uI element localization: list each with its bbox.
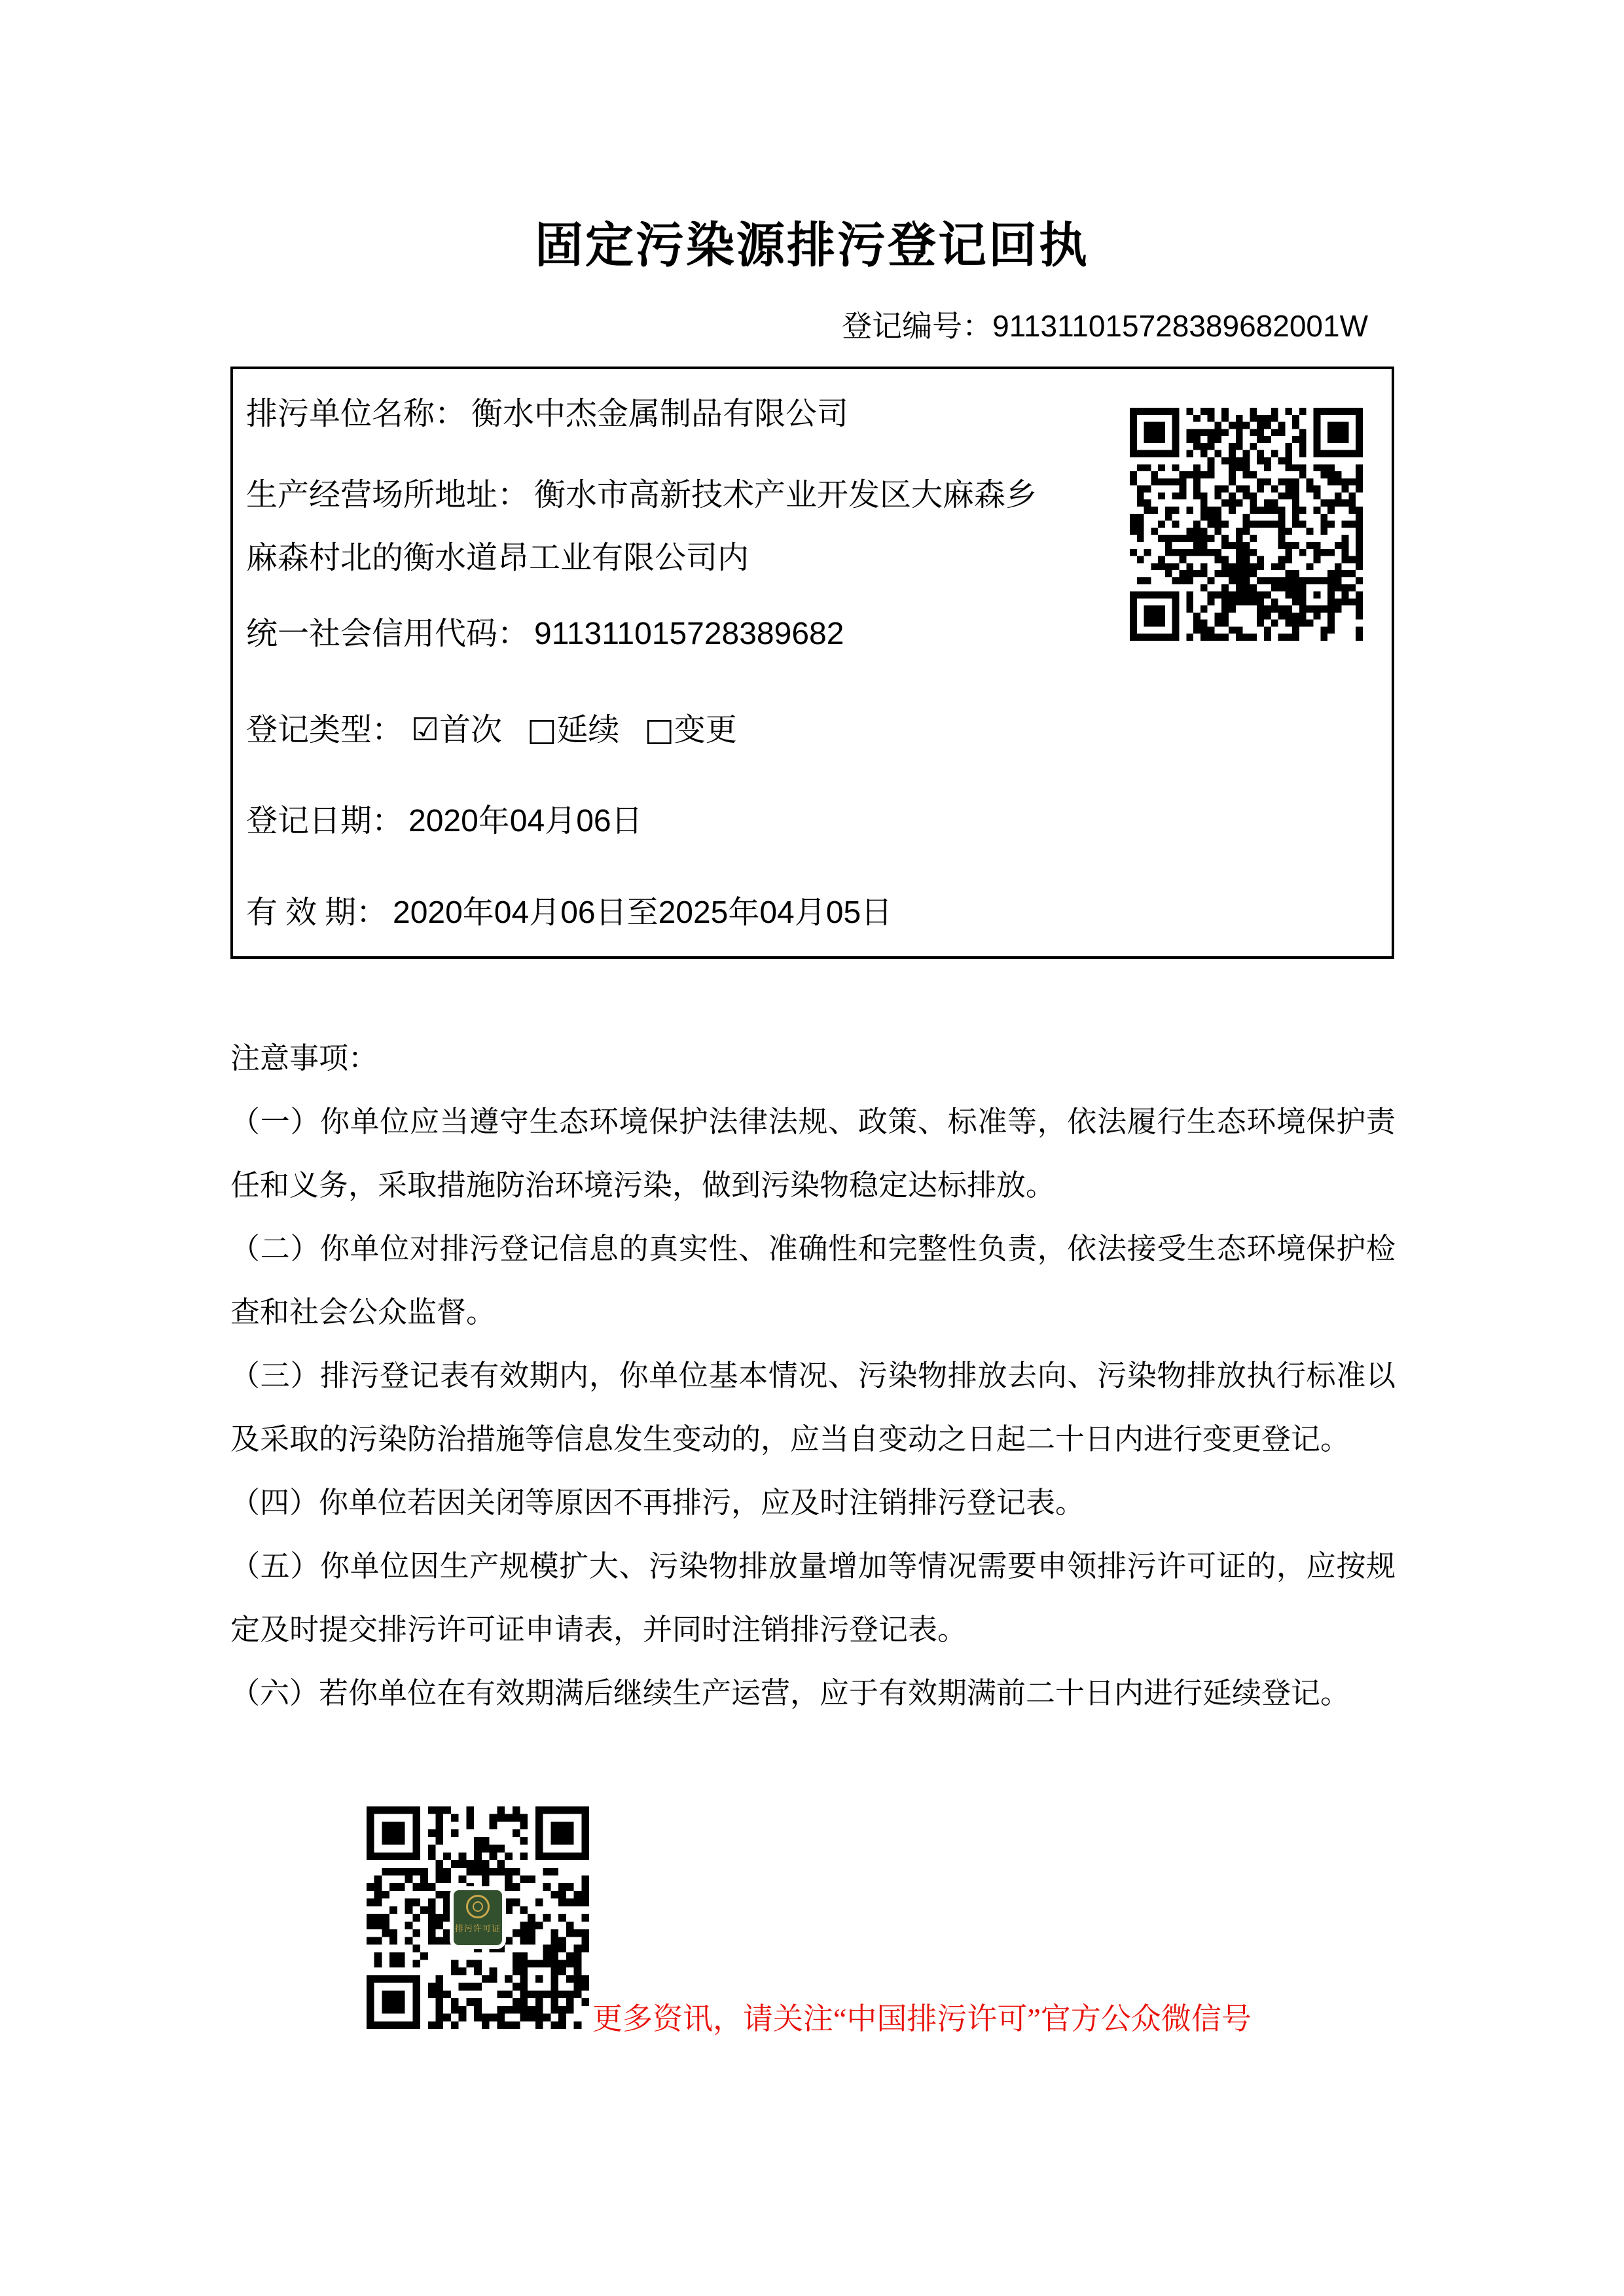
note-item-1: （一）你单位应当遵守生态环境保护法律法规、政策、标准等，依法履行生态环境保护责任和义务，采取措施防治环境污染，做到污染物稳定达标排放。 xyxy=(230,1105,1396,1202)
permit-logo xyxy=(450,1886,506,1949)
page-title: 固定污染源排污登记回执 xyxy=(535,219,1089,273)
valid-period-label: 有 效 期： xyxy=(246,895,388,930)
type-option-first xyxy=(411,713,502,747)
unit-name-row xyxy=(246,397,848,432)
registration-type-label: 登记类型： xyxy=(246,713,404,747)
note-item-6: （六）若你单位在有效期满后继续生产运营，应于有效期满前二十日内进行延续登记。 xyxy=(230,1677,1350,1710)
checkbox-empty-icon: □ xyxy=(644,711,674,748)
registration-number-line xyxy=(842,302,1368,346)
type-option-renewal xyxy=(527,713,619,747)
credit-code-row xyxy=(246,617,844,652)
note-item-4: （四）你单位若因关闭等原因不再排污，应及时注销排污登记表。 xyxy=(230,1486,1085,1519)
credit-code-value: 911311015728389682 xyxy=(534,617,844,651)
address-label: 生产经营场所地址： xyxy=(246,478,530,512)
type-option-renewal-label: 延续 xyxy=(556,713,620,747)
national-emblem-icon xyxy=(466,1895,490,1918)
address-row-1 xyxy=(246,478,1037,513)
registration-type-row xyxy=(246,712,754,748)
type-option-first-label: 首次 xyxy=(439,713,503,747)
registration-info-box xyxy=(230,367,1394,959)
registration-number-value: 911311015728389682001W xyxy=(992,309,1368,343)
note-item-2: （二）你单位对排污登记信息的真实性、准确性和完整性负责，依法接受生态环境保护检查和社会公众监督。 xyxy=(230,1232,1396,1329)
registration-number-label: 登记编号： xyxy=(842,309,993,343)
type-option-change xyxy=(644,713,736,747)
registration-date-row xyxy=(246,804,643,839)
checkbox-empty-icon: □ xyxy=(527,711,557,748)
valid-period-row xyxy=(246,895,892,931)
checkbox-checked-icon: ☑ xyxy=(411,711,440,748)
address-row-2 xyxy=(246,541,749,576)
credit-code-label: 统一社会信用代码： xyxy=(246,617,530,651)
unit-name-label: 排污单位名称： xyxy=(246,397,467,431)
registration-date-value: 2020年04月06日 xyxy=(408,804,643,838)
permit-logo-text: 排污许可证 xyxy=(454,1924,501,1933)
note-item-5: （五）你单位因生产规模扩大、污染物排放量增加等情况需要申领排污许可证的，应按规定及时提交排污许可证申请表，并同时注销排污登记表。 xyxy=(230,1550,1396,1646)
note-item-3: （三）排污登记表有效期内，你单位基本情况、污染物排放去向、污染物排放执行标准以及采取的污染防治措施等信息发生变动的，应当自变动之日起二十日内进行变更登记。 xyxy=(230,1359,1396,1456)
registration-qr-code xyxy=(1130,408,1363,641)
notes-section xyxy=(230,1027,1396,1725)
unit-name-value: 衡水中杰金属制品有限公司 xyxy=(471,397,849,431)
wechat-qr-code xyxy=(367,1806,589,2029)
type-option-change-label: 变更 xyxy=(674,713,737,747)
valid-period-value: 2020年04月06日至2025年04月05日 xyxy=(393,895,893,930)
footer-caption: 更多资讯，请关注“中国排污许可”官方公众微信号 xyxy=(592,2002,1252,2036)
registration-date-label: 登记日期： xyxy=(246,804,404,838)
address-value-line2: 麻森村北的衡水道昂工业有限公司内 xyxy=(246,541,749,575)
notes-heading: 注意事项： xyxy=(230,1042,378,1075)
address-value-line1: 衡水市高新技术产业开发区大麻森乡 xyxy=(534,478,1038,512)
